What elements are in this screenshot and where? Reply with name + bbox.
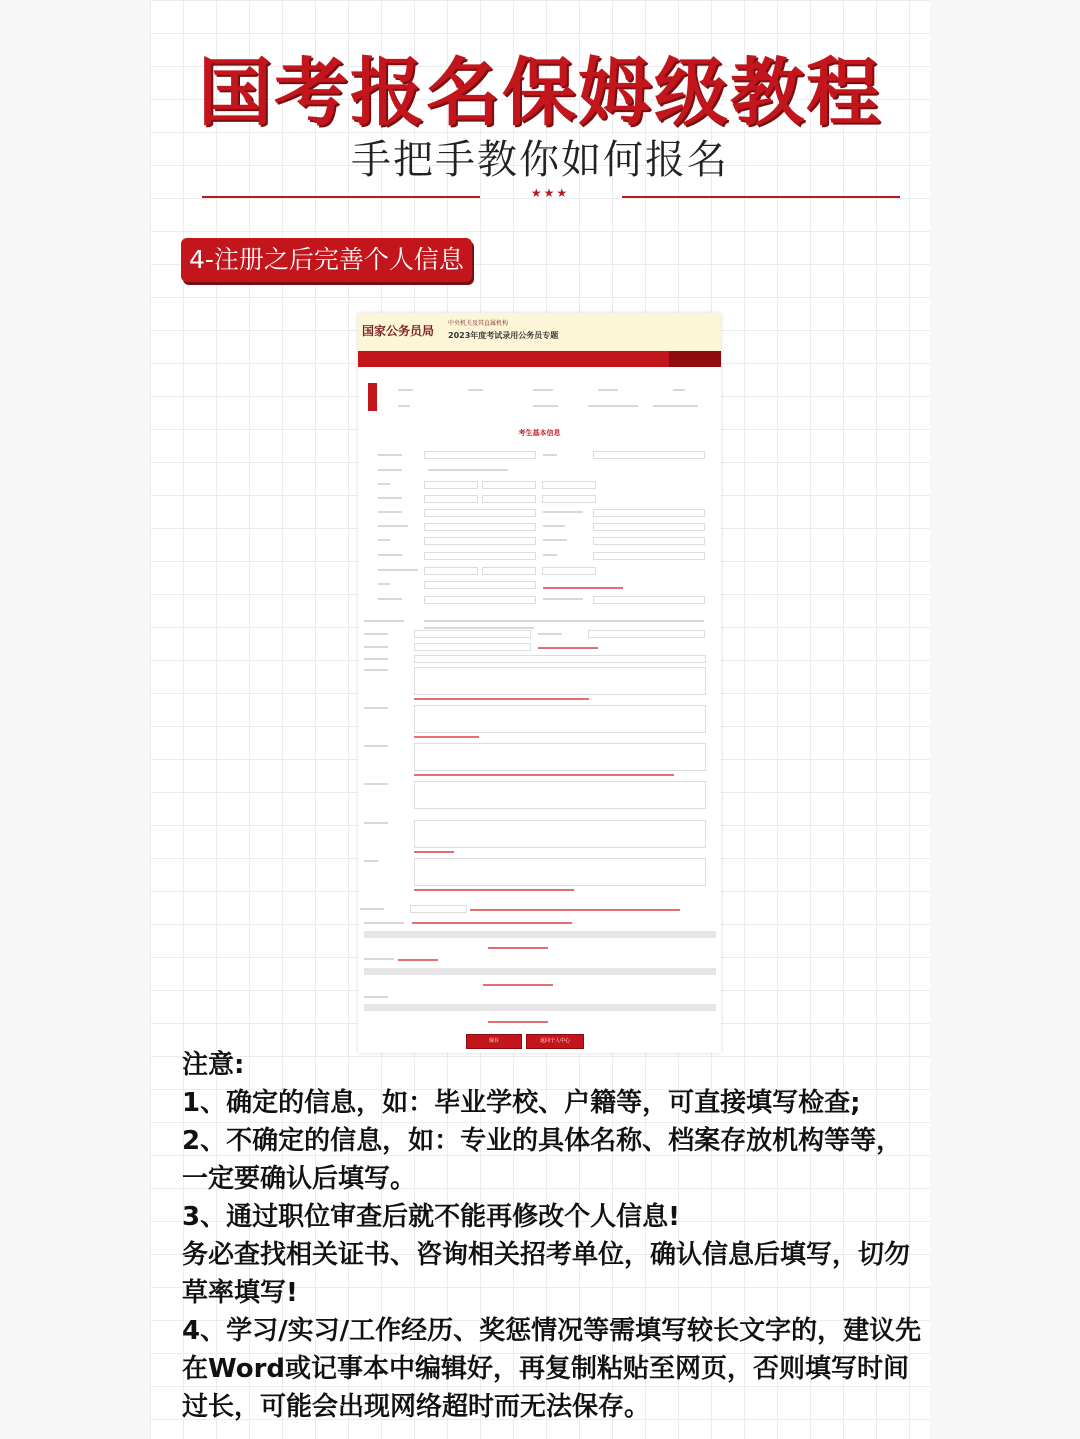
page-title: 国考报名保姆级教程	[198, 50, 882, 136]
screenshot-side-tab	[368, 383, 377, 411]
divider-left	[202, 196, 480, 198]
note-line: 2、不确定的信息，如：专业的具体名称、档案存放机构等等，一定要确认后填写。	[182, 1126, 903, 1194]
note-line: 务必查找相关证书、咨询相关招考单位，确认信息后填写，切勿草率填写!	[182, 1240, 911, 1308]
screenshot-nav	[358, 351, 721, 367]
stars-ornament: ★★★	[530, 186, 570, 200]
screenshot-org: 中央机关及其直属机构	[448, 320, 509, 327]
screenshot-header	[358, 313, 721, 351]
page-subtitle: 手把手教你如何报名	[351, 137, 729, 183]
note-line: 1、确定的信息，如：毕业学校、户籍等，可直接填写检查;	[182, 1088, 861, 1118]
note-line: 4、学习/实习/工作经历、奖惩情况等需填写较长文字的，建议先在Word或记事本中编辑好，再复制粘贴至网页，否则填写时间过长，可能会出现网络超时而无法保存。	[182, 1316, 922, 1422]
note-line: 3、通过职位审查后就不能再修改个人信息!	[182, 1202, 680, 1232]
form-screenshot	[358, 313, 721, 1053]
back-to-center-button[interactable]: 返回个人中心	[526, 1034, 584, 1049]
step-badge: 4-注册之后完善个人信息	[181, 238, 472, 282]
screenshot-logo: 国家公务员局	[362, 324, 435, 338]
save-button[interactable]: 保存	[466, 1034, 522, 1049]
notes-heading: 注意:	[182, 1050, 245, 1080]
divider-right	[622, 196, 900, 198]
screenshot-section-title: 考生基本信息	[518, 429, 561, 437]
notes-block	[182, 1046, 922, 1426]
screenshot-exam-title: 2023年度考试录用公务员专题	[448, 331, 559, 340]
